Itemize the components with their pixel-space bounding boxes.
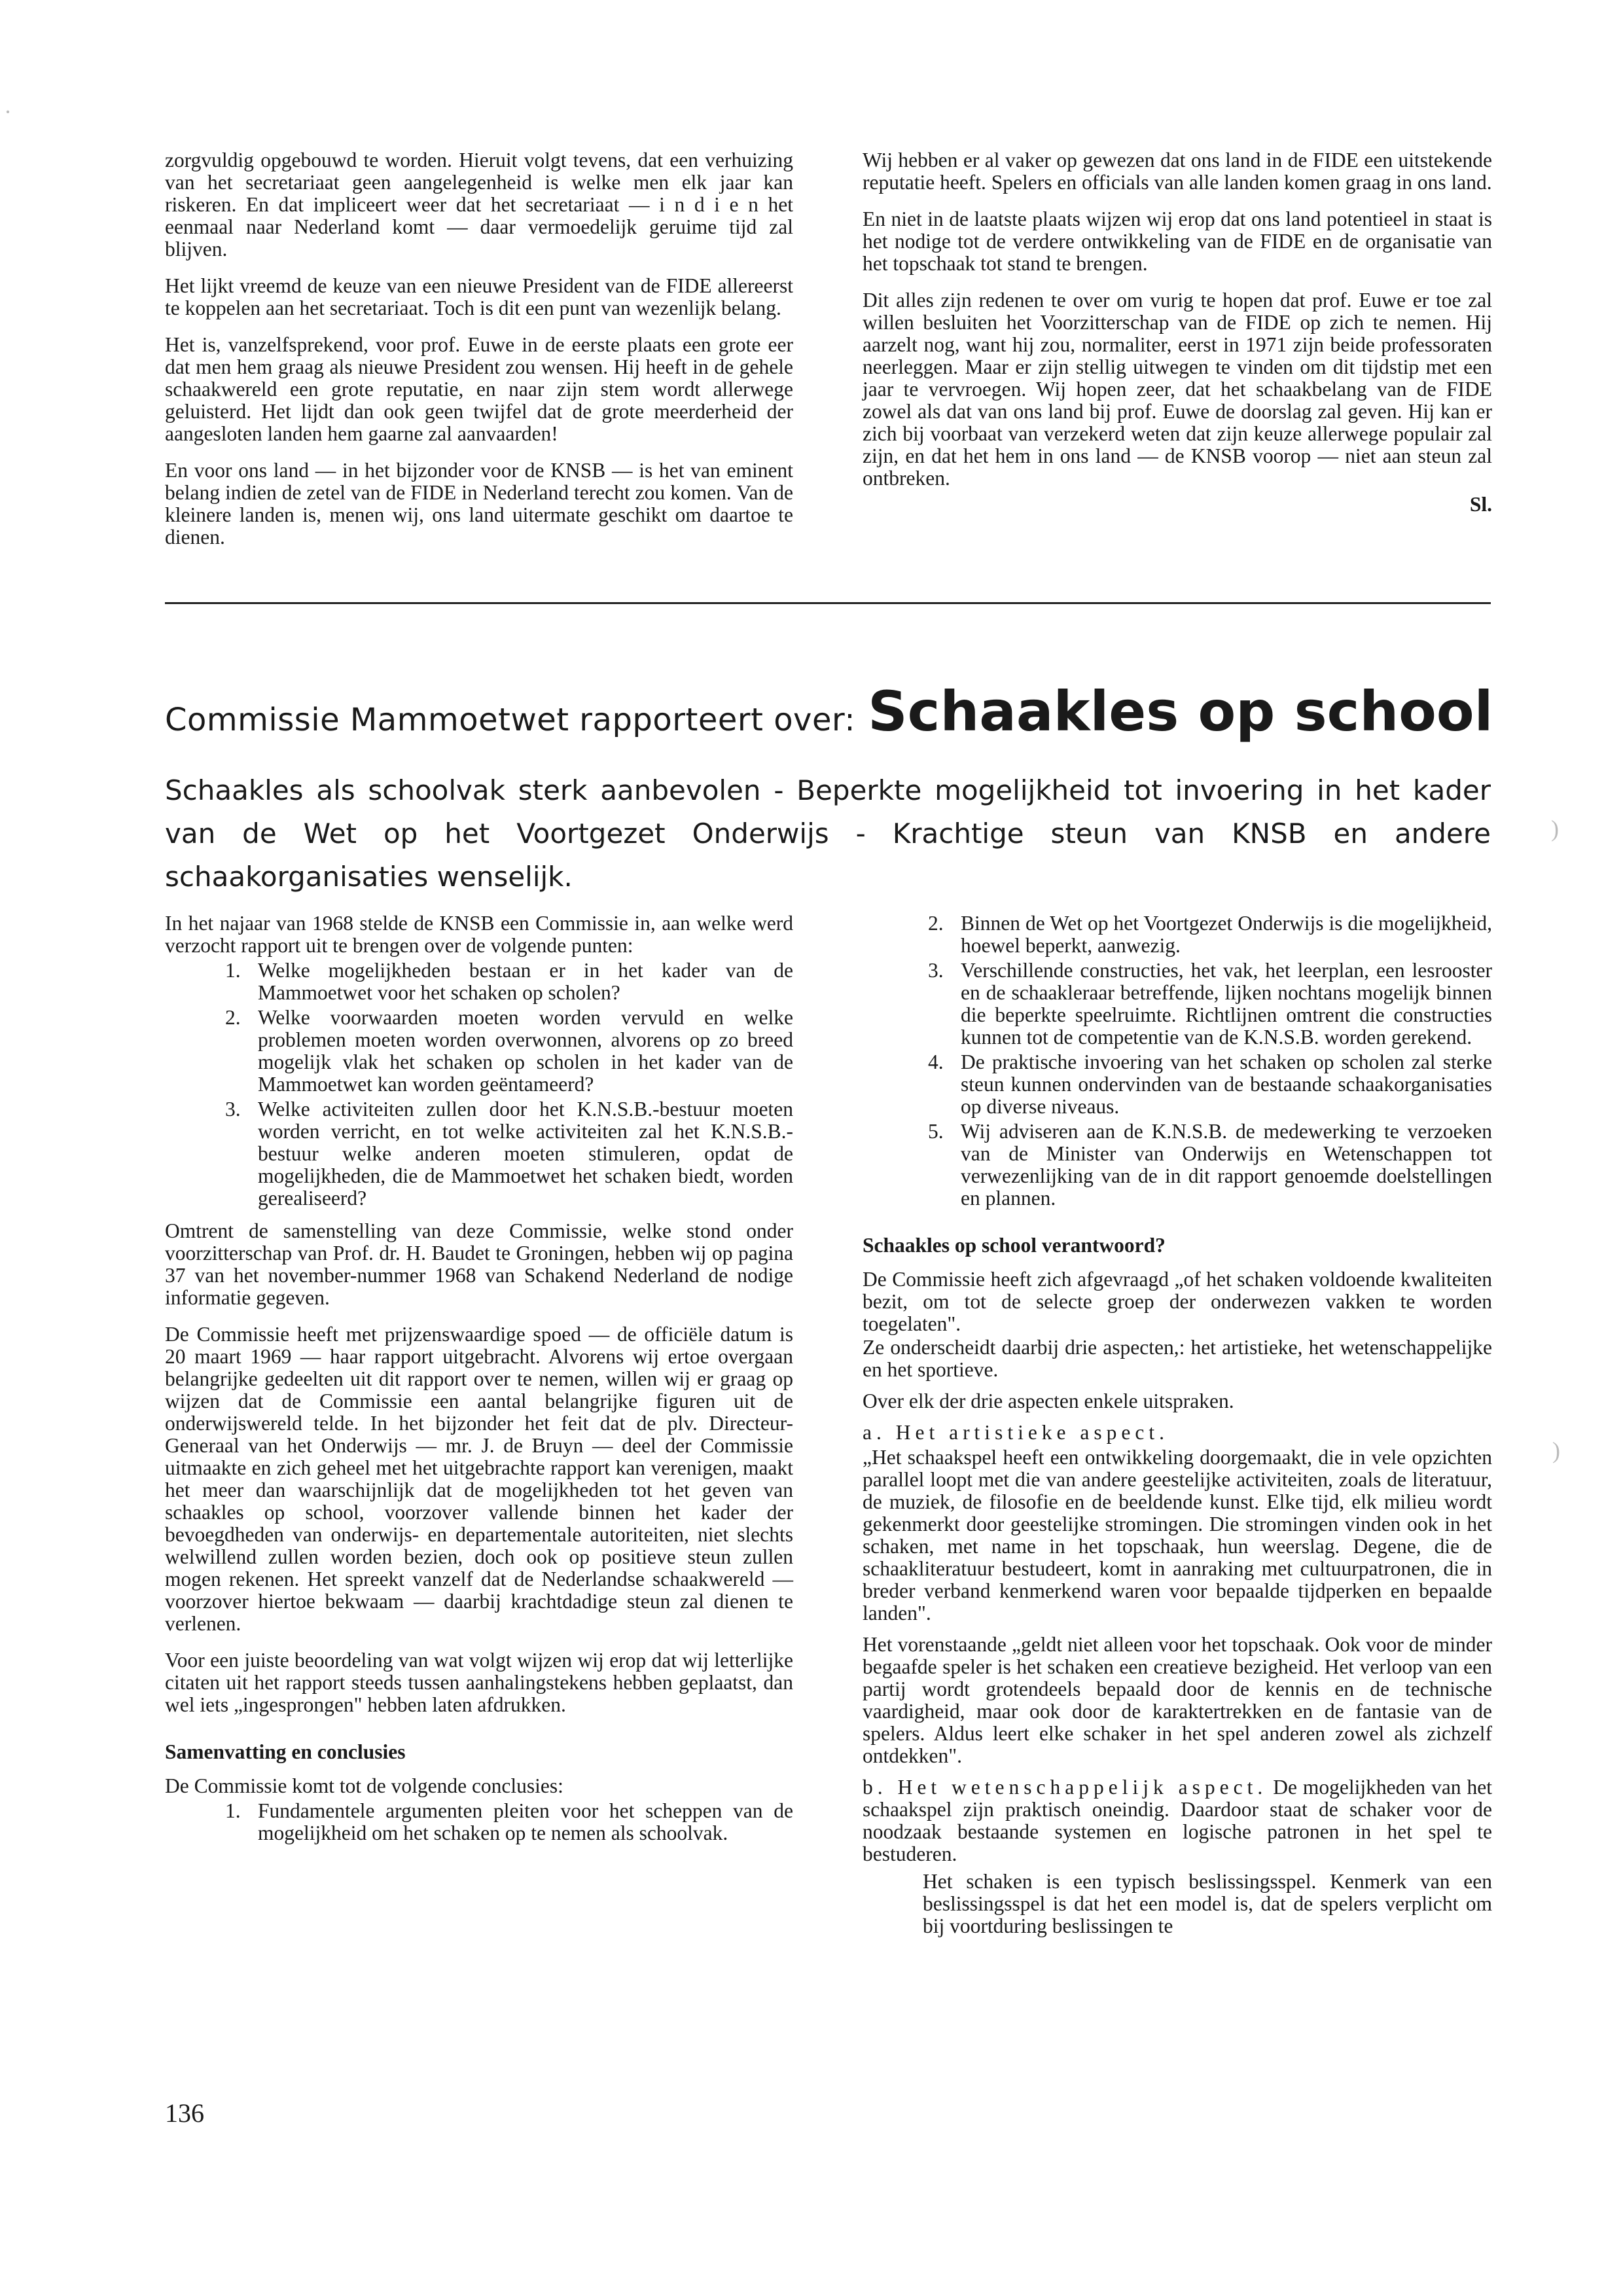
list-item: 4. De praktische invoering van het schaken op scholen zal sterke steun kunnen ondervinden van de bestaande schaakorganisaties op diverse niveaus.: [928, 1050, 1492, 1118]
article-left-column: [165, 912, 793, 1855]
list-item: 5. Wij adviseren aan de K.N.S.B. de medewerking te verzoeken van de Minister van Onderwijs en Wetenschappen tot verwezenlijking van de in dit rapport genoemde doelstellingen en plannen.: [928, 1120, 1492, 1210]
top-left-paragraph: Het is, vanzelfsprekend, voor prof. Euwe in de eerste plaats een grote eer dat men hem graag als nieuwe President zou wensen. Hij heeft in de gehele schaakwereld een grote reputatie, en naar zijn stem wordt allerwege geluisterd. Het lijdt dan ook geen twijfel dat de grote meerderheid der aangesloten landen hem gaarne zal aanvaarden!: [165, 333, 793, 445]
list-item: 1. Welke mogelijkheden bestaan er in het kader van de Mammoetwet voor het schaken op scholen?: [225, 959, 793, 1004]
question-list: [165, 960, 793, 1210]
signature: Sl.: [1469, 493, 1492, 516]
intro-paragraph: In het najaar van 1968 stelde de KNSB een Commissie in, aan welke werd verzocht rapport uit te brengen over de volgende punten:: [165, 912, 793, 957]
top-right-column: [863, 149, 1492, 516]
aspect-b-heading: b. Het wetenschappelijk aspect.: [863, 1776, 1268, 1799]
top-right-paragraph: Dit alles zijn redenen te over om vurig te hopen dat prof. Euwe er toe zal willen besluiten het Voorzitterschap van de FIDE op zich te nemen. Hij aarzelt nog, want hij zou, normaliter, eerst in 1971 zijn beide professoraten neerleggen. Maar er zijn stellig uitwegen te vinden om dit tijdstip met een jaar te vervroegen. Wij hopen zeer, dat het schaakbelang van de FIDE zowel als dat van ons land bij prof. Euwe de doorslag zal geven. Hij kan er zich bij voorbaat van verzekerd weten dat zijn keuze allerwege populair zal zijn, en dat het hem in ons land — de KNSB voorop — niet aan steun zal ontbreken.: [863, 289, 1492, 490]
article-subheadline: Schaakles als schoolvak sterk aanbevolen - Beperkte mogelijkheid tot invoering in het kader van de Wet op het Voortgezet Onderwijs - Krachtige steun van KNSB en andere schaakorganisaties wenselijk.: [165, 774, 1491, 893]
citation-paragraph: Voor een juiste beoordeling van wat volgt wijzen wij erop dat wij letterlijke citaten uit het rapport steeds tussen aanhalingstekens hebben geplaatst, dan wel iets „ingesprongen" hebben laten afdrukken.: [165, 1649, 793, 1716]
top-left-column: [165, 149, 793, 563]
article-headline: [165, 679, 1493, 744]
report-paragraph: De Commissie heeft met prijzenswaardige spoed — de officiële datum is 20 maart 1969 — haar rapport uitgebracht. Alvorens wij ertoe overgaan belangrijke gedeelten uit dit rapport over te nemen, willen wij er graag op wijzen dat de Commissie een aantal belangrijke figuren uit de onderwijswereld telde. In het bijzonder het feit dat de plv. Directeur-Generaal van het Onderwijs — mr. J. de Bruyn — deel der Commissie uitmaakte en zich geheel met het uitgebrachte rapport kan verenigen, maakt het meer dan waarschijnlijk dat de mogelijkheden tot het geven van schaakles op school, voorzover vallende binnen het kader der bevoegdheden van onderwijs- en departementale autoriteiten, niet slechts welwillend zullen worden bezien, doch ook op positieve steun zullen mogen rekenen. Het spreekt vanzelf dat de Nederlandse schaakwereld — voorzover hiertoe bekwaam — daarbij krachtdadige steun zal dienen te verlenen.: [165, 1323, 793, 1635]
list-item: 2. Welke voorwaarden moeten worden vervuld en welke problemen moeten worden overwonnen, alvorens op zo breed mogelijk vlak het schaken op scholen in het kader van de Mammoetwet kan worden geëntameerd?: [225, 1006, 793, 1096]
top-left-paragraph: zorgvuldig opgebouwd te worden. Hieruit volgt tevens, dat een verhuizing van het secretariaat geen aangelegenheid is welke men elk jaar kan riskeren. En dat impliceert weer dat het secretariaat — i n d i e n het eenmaal naar Nederland komt — daar vermoedelijk geruime tijd zal blijven.: [165, 149, 793, 260]
headline-kicker: Commissie Mammoetwet rapporteert over:: [165, 702, 856, 738]
top-right-paragraph: Wij hebben er al vaker op gewezen dat ons land in de FIDE een uitstekende reputatie heeft. Spelers en officials van alle landen komen graag in ons land.: [863, 149, 1492, 194]
conclusion-list-left: [165, 1800, 793, 1844]
top-right-paragraph: En niet in de laatste plaats wijzen wij erop dat ons land potentieel in staat is het nodige tot de verdere ontwikkeling van de FIDE en de organisatie van het topschaak tot stand te brengen.: [863, 207, 1492, 275]
over-paragraph: Over elk der drie aspecten enkele uitspraken.: [863, 1390, 1234, 1412]
section-divider: [165, 602, 1491, 604]
composition-paragraph: Omtrent de samenstelling van deze Commissie, welke stond onder voorzitterschap van Prof. dr. H. Baudet te Groningen, hebben wij op pagina 37 van het november-nummer 1968 van Schakend Nederland de nodige informatie gegeven.: [165, 1219, 793, 1309]
scan-mark-right: ): [1551, 816, 1559, 842]
summary-intro: De Commissie komt tot de volgende conclusies:: [165, 1774, 563, 1797]
list-item: 3. Welke activiteiten zullen door het K.N.S.B.-bestuur moeten worden verricht, en tot welke activiteiten zal het K.N.S.B.-bestuur welke anderen moeten stimuleren, opdat de mogelijkheden, die de Mammoetwet het schaken biedt, worden gerealiseerd?: [225, 1098, 793, 1210]
list-item: 2. Binnen de Wet op het Voortgezet Onderwijs is die mogelijkheid, hoewel beperkt, aanwezig.: [928, 912, 1492, 957]
list-item: 1. Fundamentele argumenten pleiten voor het scheppen van de mogelijkheid om het schaken op te nemen als schoolvak.: [225, 1799, 793, 1844]
top-left-paragraph: Het lijkt vreemd de keuze van een nieuwe President van de FIDE allereerst te koppelen aan het secretariaat. Toch is dit een punt van wezenlijk belang.: [165, 274, 793, 319]
top-left-paragraph: En voor ons land — in het bijzonder voor de KNSB — is het van eminent belang indien de zetel van de FIDE in Nederland terecht zou komen. Van de kleinere landen is, menen wij, ons land uitermate geschikt om daartoe te dienen.: [165, 459, 793, 548]
summary-heading: Samenvatting en conclusies: [165, 1740, 406, 1763]
aspect-b-indented-quote: Het schaken is een typisch beslissingsspel. Kenmerk van een beslissingsspel is dat het een model is, dat de spelers verplicht om bij voortduring beslissingen te: [923, 1870, 1492, 1937]
aspect-a-followup: Het vorenstaande „geldt niet alleen voor het topschaak. Ook voor de minder begaafde speler is het schaken een creatieve bezigheid. Het verloop van een partij wordt grotendeels bepaald door de kennis en de technische vaardigheid, maar ook door de karaktertrekken en de fantasie van de spelers. Aldus leert elke schaker in het spel anderen zowel als zichzelf ontdekken".: [863, 1633, 1492, 1767]
scan-mark-right-2: ): [1552, 1437, 1560, 1463]
aspect-a-heading: a. Het artistieke aspect.: [863, 1421, 1169, 1444]
article-right-column: [863, 912, 1492, 1952]
aspect-b-text: De mogelijkheden van het schaakspel zijn praktisch oneindig. Daardoor staat de schaker voor de noodzaak bestaande systemen en logische patronen in het spel te bestuderen.: [863, 1776, 1492, 1865]
headline-title: Schaakles op school: [868, 679, 1493, 744]
page-number: 136: [165, 2098, 204, 2128]
aspect-a-quote: „Het schaakspel heeft een ontwikkeling doorgemaakt, die in vele opzichten parallel loopt met die van andere geestelijke activiteiten, zoals de literatuur, de muziek, de filosofie en de beeldende kunst. Elke tijd, elk milieu wordt gekenmerkt door geestelijke stromingen. Die stromingen vinden ook in het schaken, met name in het topschaak, hun weerslag. Degene, die de schaakliteratuur bestudeert, komt in aanraking met cultuurpatronen, die in breder verband kenmerkend waren voor bepaalde tijdperken en bepaalde landen".: [863, 1446, 1492, 1624]
list-item: 3. Verschillende constructies, het vak, het leerplan, een lesrooster en de schaakleraar betreffende, lijken nochtans mogelijk binnen die beperkte speelruimte. Richtlijnen omtrent die constructies kunnen tot de competentie van de K.N.S.B. worden gerekend.: [928, 959, 1492, 1049]
conclusion-list-right: [863, 912, 1492, 1210]
question-paragraph: De Commissie heeft zich afgevraagd „of het schaken voldoende kwaliteiten bezit, om tot de selecte groep der onderwezen vakken te worden toegelaten".: [863, 1268, 1492, 1335]
aspect-b-paragraph: [863, 1776, 1492, 1865]
aspects-paragraph: Ze onderscheidt daarbij drie aspecten,: het artistieke, het wetenschappelijke en het sportieve.: [863, 1336, 1492, 1381]
justified-heading: Schaakles op school verantwoord?: [863, 1234, 1166, 1257]
scan-mark-top: ·: [4, 99, 12, 125]
